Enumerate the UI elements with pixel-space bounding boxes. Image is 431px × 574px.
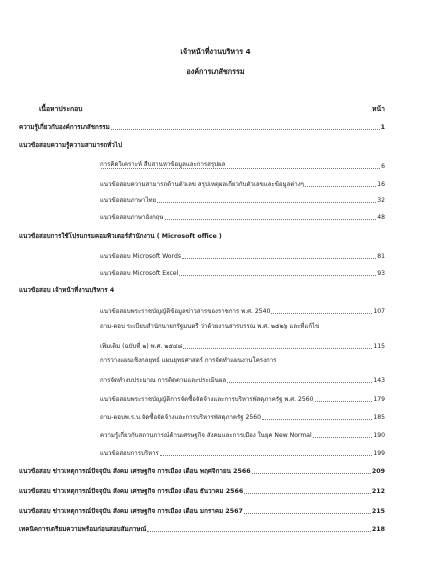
dot-leader bbox=[101, 160, 380, 169]
toc-entry bbox=[100, 448, 385, 458]
toc-entry-text: แนวข้อสอบพระราชบัญญัติการจัดซื้อจัดจ้างและการบริหารพัสดุภาครัฐ พ.ศ. 2560 bbox=[100, 396, 314, 403]
content-column-header: เนื้อหาประกอบ bbox=[39, 105, 83, 113]
toc-entry-text: แนวข้อสอบ Microsoft Excel bbox=[100, 270, 179, 277]
toc-entry-text: ความรู้เกี่ยวกับองค์การเภสัชกรรม bbox=[19, 124, 110, 131]
toc-entry-page: 215 bbox=[371, 508, 385, 515]
toc-entry bbox=[19, 486, 385, 496]
toc-entry bbox=[100, 412, 385, 422]
dot-leader bbox=[147, 523, 371, 532]
toc-entry-page: 179 bbox=[373, 396, 385, 403]
toc-entry-text: แนวข้อสอบการบริหาร bbox=[100, 450, 159, 457]
toc-entry-text: ถาม-ตอบ ระเบียบสำนักนายกรัฐมนตรี ว่าด้วยงานสารบรรณ พ.ศ. ๒๕๒๖ และที่แก้ไข bbox=[100, 323, 320, 330]
page-column-header: หน้า bbox=[372, 105, 385, 113]
toc-entry-page: 209 bbox=[371, 468, 385, 475]
toc-entry bbox=[100, 161, 385, 171]
toc-entry bbox=[100, 323, 385, 333]
toc-entry bbox=[100, 306, 385, 316]
toc-entry-text: แนวข้อสอบ ข่าวเหตุการณ์ปัจจุบัน สังคม เศรษฐกิจ การเมือง เดือน พฤศจิกายน 2566 bbox=[19, 468, 251, 475]
toc-entry bbox=[100, 179, 385, 189]
toc-entry-text: การวางแผนเชิงกลยุทธ์ แผนยุทธศาสตร์ การจัดทำแผนงานโครงการ bbox=[100, 357, 277, 364]
dot-leader bbox=[227, 374, 372, 383]
dot-leader bbox=[182, 250, 376, 259]
toc-entry-text: การจัดทำงบประมาณ การติดตามและประเมินผล bbox=[100, 377, 227, 384]
toc-entry-page: 190 bbox=[373, 432, 385, 439]
toc-entry-page: 143 bbox=[373, 377, 385, 384]
toc-entry-page: 1 bbox=[380, 124, 385, 131]
dot-leader bbox=[160, 447, 373, 456]
toc-entry-page: 199 bbox=[373, 450, 385, 457]
dot-leader bbox=[111, 121, 380, 130]
toc-entry bbox=[100, 394, 385, 404]
toc-entry-page: 218 bbox=[371, 526, 385, 533]
dot-leader bbox=[165, 211, 377, 220]
toc-entry-text: แนวข้อสอบความสามารถด้านตัวเลข สรุปเหตุผลเกี่ยวกับตัวเลขและข้อมูลต่างๆ bbox=[100, 181, 304, 188]
toc-entry bbox=[19, 524, 385, 534]
toc-entry-text: แนวข้อสอบ Microsoft Words bbox=[100, 253, 182, 260]
toc-entry-text: เพิ่มเติม (ฉบับที่ ๒) พ.ศ. ๒๕๔๘ bbox=[100, 343, 183, 350]
toc-entry-page: 93 bbox=[377, 270, 385, 277]
toc-entry bbox=[100, 195, 385, 205]
toc-entry bbox=[19, 122, 385, 132]
toc-entry-page: 48 bbox=[377, 214, 385, 221]
toc-entry-page: 212 bbox=[371, 488, 385, 495]
toc-entry-page: 32 bbox=[377, 197, 385, 204]
toc-entry-page: 16 bbox=[377, 181, 385, 188]
toc-entry-text: แนวข้อสอบความรู้ความสามารถทั่วไป bbox=[19, 142, 122, 149]
dot-leader bbox=[157, 194, 376, 203]
dot-leader bbox=[315, 393, 373, 402]
toc-entry bbox=[19, 287, 385, 297]
toc-entry-text: แนวข้อสอบ ข่าวเหตุการณ์ปัจจุบัน สังคม เศรษฐกิจ การเมือง เดือน มกราคม 2567 bbox=[19, 508, 243, 515]
toc-entry-text: แนวข้อสอบ ข่าวเหตุการณ์ปัจจุบัน สังคม เศรษฐกิจ การเมือง เดือน ธันวาคม 2566 bbox=[19, 488, 244, 495]
toc-entry bbox=[100, 375, 385, 385]
toc-entry-text: ถาม-ตอบพ.ร.บ.จัดซื้อจัดจ้างและการบริหารพัสดุภาครัฐ 2560 bbox=[100, 414, 262, 421]
toc-entry-text: แนวข้อสอบภาษาอังกฤษ bbox=[100, 214, 164, 221]
dot-leader bbox=[262, 411, 372, 420]
toc-entry-text: แนวข้อสอบพระราชบัญญัติข้อมูลข่าวสารของราชการ พ.ศ. 2540 bbox=[100, 308, 271, 315]
toc-entry-page: 6 bbox=[381, 163, 385, 170]
dot-leader bbox=[305, 178, 376, 187]
toc-entry-text: แนวข้อสอบ เจ้าหน้าที่งานบริหาร 4 bbox=[19, 287, 115, 294]
toc-entry-text: ความรู้เกี่ยวกับสถานการณ์ด้านเศรษฐกิจ สังคมและการเมือง ในยุค New Normal bbox=[100, 432, 312, 439]
toc-entry-page: 81 bbox=[377, 253, 385, 260]
toc-entry bbox=[19, 506, 385, 516]
toc-entry bbox=[100, 268, 385, 278]
document-title: เจ้าหน้าที่งานบริหาร 4 bbox=[180, 47, 251, 56]
dot-leader bbox=[313, 429, 373, 438]
dot-leader bbox=[179, 267, 376, 276]
dot-leader bbox=[244, 505, 371, 514]
toc-entry bbox=[100, 357, 385, 367]
dot-leader bbox=[271, 305, 372, 314]
toc-entry-text: การคิดวิเคราะห์ สืบสานหาข้อมูลและการสรุปผล bbox=[100, 161, 226, 168]
toc-entry bbox=[100, 430, 385, 440]
toc-entry-text: แนวข้อสอบการใช้โปรแกรมคอมพิวเตอร์สำนักงาน ( Microsoft office ) bbox=[19, 233, 222, 240]
toc-entry-page: 107 bbox=[373, 308, 385, 315]
toc-entry-page: 185 bbox=[373, 414, 385, 421]
toc-entry bbox=[19, 233, 385, 243]
toc-entry-text: เทคนิคการเตรียมความพร้อมก่อนสอบสัมภาษณ์ bbox=[19, 526, 147, 533]
toc-entry bbox=[19, 466, 385, 476]
dot-leader bbox=[244, 485, 371, 494]
toc-entry bbox=[100, 251, 385, 261]
toc-entry bbox=[100, 212, 385, 222]
dot-leader bbox=[183, 340, 372, 349]
toc-entry bbox=[19, 142, 385, 152]
dot-leader bbox=[252, 465, 371, 474]
document-subtitle: องค์การเภสัชกรรม bbox=[186, 67, 245, 76]
toc-entry bbox=[100, 341, 385, 351]
toc-entry-page: 115 bbox=[373, 343, 385, 350]
toc-entry-text: แนวข้อสอบภาษาไทย bbox=[100, 197, 157, 204]
